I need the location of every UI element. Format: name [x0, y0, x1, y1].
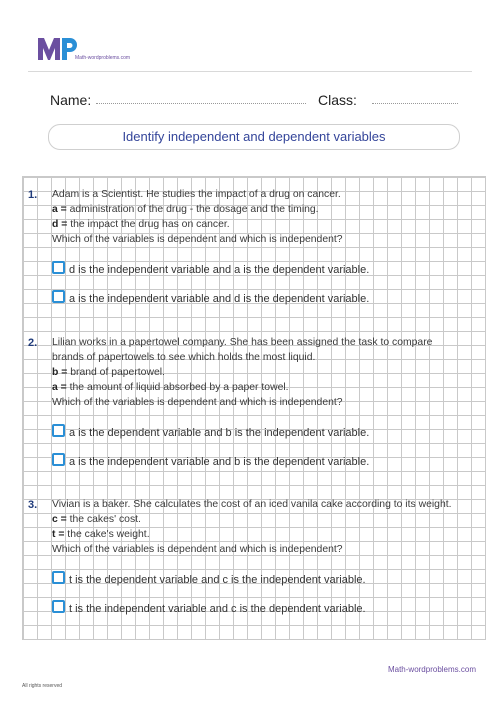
question-number: 1. — [28, 189, 38, 201]
name-class-row — [50, 92, 460, 110]
math-wordproblems-logo — [38, 36, 78, 60]
question-stem-continued: brands of papertowels to see which holds the most liquid. — [52, 352, 316, 363]
option-text: a is the independent variable and b is the dependent variable. — [69, 456, 370, 468]
name-field[interactable] — [96, 103, 306, 104]
answer-option[interactable] — [52, 571, 366, 587]
answer-option[interactable] — [52, 453, 369, 469]
worksheet-title-box — [48, 124, 460, 150]
checkbox-icon[interactable] — [52, 453, 65, 466]
variable-symbol: a = — [52, 204, 67, 215]
variable-symbol: a = — [52, 382, 67, 393]
question-prompt: Which of the variables is dependent and which is independent? — [52, 234, 343, 245]
checkbox-icon[interactable] — [52, 600, 65, 613]
answer-option[interactable] — [52, 600, 366, 616]
variable-symbol: b = — [52, 367, 68, 378]
variable-definition — [52, 528, 150, 542]
question-stem: Vivian is a baker. She calculates the cost of an iced vanila cake according to its weight. — [52, 499, 452, 510]
variable-description: the cake's weight. — [64, 529, 150, 540]
option-text: a is the dependent variable and b is the independent variable. — [69, 427, 370, 439]
checkbox-icon[interactable] — [52, 290, 65, 303]
checkbox-icon[interactable] — [52, 261, 65, 274]
variable-definition — [52, 203, 319, 217]
variable-symbol: t = — [52, 529, 65, 540]
checkbox-icon[interactable] — [52, 571, 65, 584]
answer-option[interactable] — [52, 424, 369, 440]
variable-definition — [52, 381, 289, 395]
variable-description: the cakes' cost. — [66, 514, 141, 525]
variable-description: the amount of liquid absorbed by a paper towel. — [66, 382, 289, 393]
answer-option[interactable] — [52, 261, 369, 277]
class-field[interactable] — [372, 103, 458, 104]
logo-tagline: Math-wordproblems.com — [75, 55, 131, 61]
option-text: d is the independent variable and a is the dependent variable. — [69, 264, 370, 276]
question-prompt: Which of the variables is dependent and which is independent? — [52, 544, 343, 555]
question-stem: Adam is a Scientist. He studies the impact of a drug on cancer. — [52, 189, 341, 200]
variable-symbol: d = — [52, 219, 68, 230]
question-number: 3. — [28, 499, 38, 511]
option-text: t is the independent variable and c is the dependent variable. — [69, 603, 366, 615]
name-label: Name: — [50, 92, 92, 108]
class-label: Class: — [318, 92, 357, 108]
variable-definition — [52, 513, 141, 527]
variable-definition — [52, 218, 230, 232]
option-text: a is the independent variable and d is the dependent variable. — [69, 293, 370, 305]
variable-symbol: c = — [52, 514, 67, 525]
footer-site: Math-wordproblems.com — [387, 665, 476, 674]
question-number: 2. — [28, 337, 38, 349]
variable-description: brand of papertowel. — [67, 367, 165, 378]
header-divider — [28, 71, 472, 72]
checkbox-icon[interactable] — [52, 424, 65, 437]
footer-rights: All rights reserved — [22, 683, 63, 689]
question-prompt: Which of the variables is dependent and which is independent? — [52, 397, 343, 408]
variable-definition — [52, 366, 165, 380]
variable-description: the impact the drug has on cancer. — [67, 219, 230, 230]
worksheet-title: Identify independent and dependent variables — [122, 129, 386, 144]
question-stem: Lilian works in a papertowel company. She has been assigned the task to compare — [52, 337, 433, 348]
variable-description: administration of the drug - the dosage and the timing. — [66, 204, 319, 215]
option-text: t is the dependent variable and c is the independent variable. — [69, 574, 366, 586]
answer-option[interactable] — [52, 290, 369, 306]
